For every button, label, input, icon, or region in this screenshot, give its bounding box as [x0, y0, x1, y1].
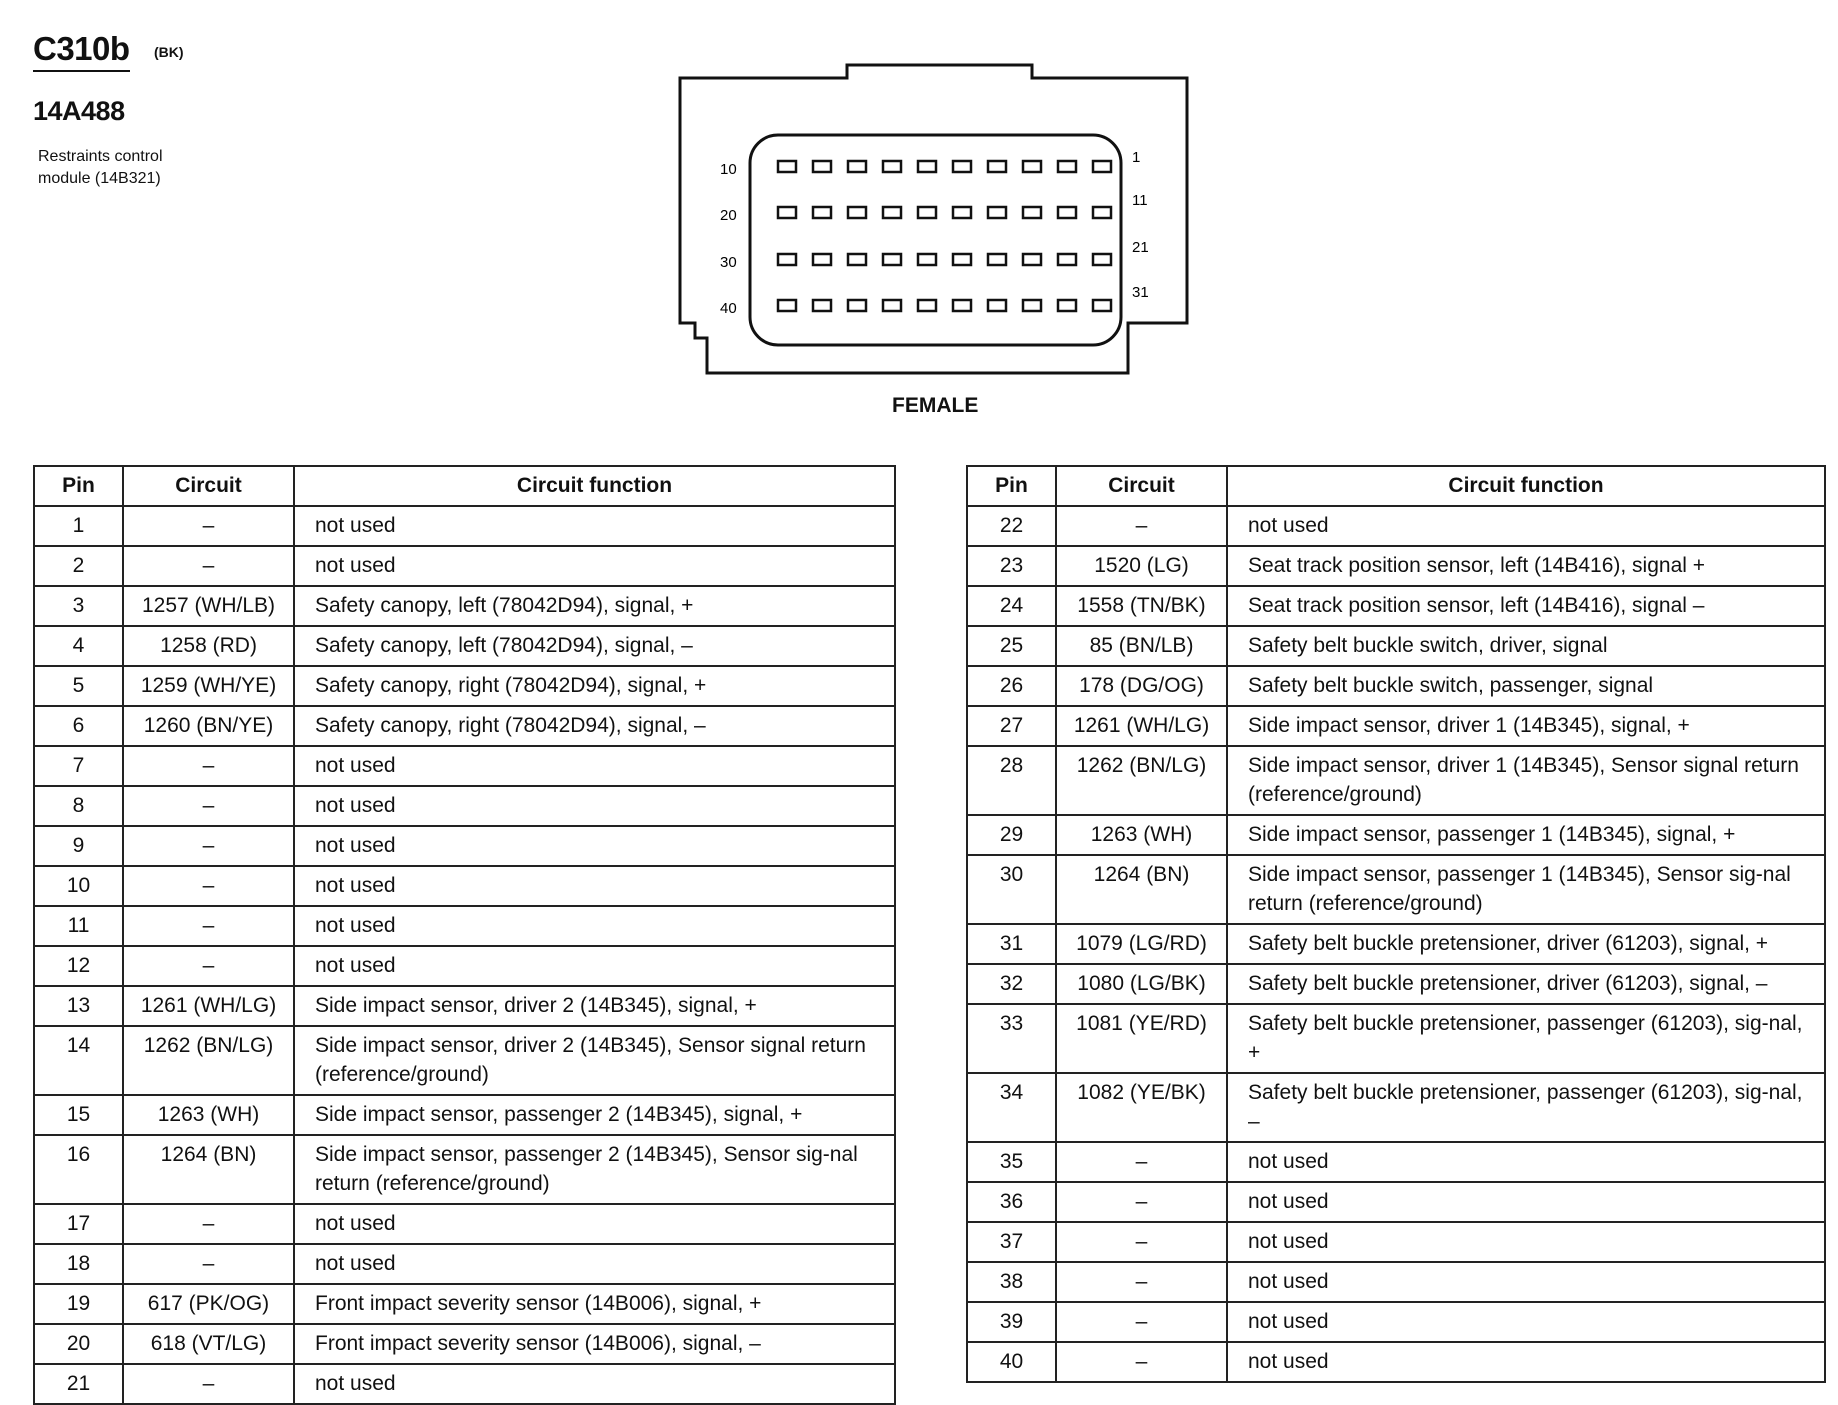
- table-row: [967, 1302, 1825, 1342]
- pin-terminal: [883, 254, 901, 265]
- cell-pin: 34: [967, 1073, 1056, 1142]
- table-row: [967, 1342, 1825, 1382]
- cell-function: not used: [294, 826, 895, 866]
- cell-pin: 27: [967, 706, 1056, 746]
- cell-circuit: –: [1056, 1342, 1227, 1382]
- table-row: [967, 626, 1825, 666]
- pin-terminal: [1023, 300, 1041, 311]
- pin-label-1: 1: [1132, 149, 1141, 166]
- cell-function: Side impact sensor, passenger 2 (14B345), Sensor sig-nal return (reference/ground): [294, 1135, 895, 1204]
- table-row: [967, 746, 1825, 815]
- cell-pin: 26: [967, 666, 1056, 706]
- cell-function: not used: [294, 1364, 895, 1404]
- pin-grid: [778, 161, 1111, 311]
- cell-pin: 35: [967, 1142, 1056, 1182]
- cell-pin: 1: [34, 506, 123, 546]
- table-row: [967, 706, 1825, 746]
- connector-id: C310b: [33, 30, 130, 72]
- pin-terminal: [1093, 161, 1111, 172]
- header-circuit: Circuit: [123, 466, 294, 506]
- pin-terminal: [883, 207, 901, 218]
- table-row: [34, 866, 895, 906]
- table-row: [967, 1262, 1825, 1302]
- cell-pin: 17: [34, 1204, 123, 1244]
- cell-circuit: 1264 (BN): [1056, 855, 1227, 924]
- pin-table-left: [33, 465, 896, 1405]
- cell-pin: 20: [34, 1324, 123, 1364]
- pin-labels-left: [720, 161, 737, 317]
- cell-function: not used: [1227, 506, 1825, 546]
- pin-terminal: [883, 300, 901, 311]
- cell-pin: 19: [34, 1284, 123, 1324]
- cell-pin: 38: [967, 1262, 1056, 1302]
- cell-pin: 6: [34, 706, 123, 746]
- cell-function: Safety belt buckle pretensioner, passenger (61203), sig-nal, –: [1227, 1073, 1825, 1142]
- cell-circuit: 85 (BN/LB): [1056, 626, 1227, 666]
- cell-pin: 37: [967, 1222, 1056, 1262]
- cell-pin: 40: [967, 1342, 1056, 1382]
- cell-function: Safety belt buckle pretensioner, passenger (61203), sig-nal, +: [1227, 1004, 1825, 1073]
- cell-circuit: –: [123, 826, 294, 866]
- cell-function: Side impact sensor, driver 1 (14B345), Sensor signal return (reference/ground): [1227, 746, 1825, 815]
- cell-pin: 10: [34, 866, 123, 906]
- table-row: [34, 506, 895, 546]
- pin-terminal: [813, 161, 831, 172]
- table-row: [34, 1284, 895, 1324]
- table-row: [34, 546, 895, 586]
- cell-function: Safety belt buckle pretensioner, driver (61203), signal, –: [1227, 964, 1825, 1004]
- cell-pin: 13: [34, 986, 123, 1026]
- pin-terminal: [1023, 254, 1041, 265]
- cell-circuit: –: [123, 786, 294, 826]
- cell-circuit: –: [1056, 1262, 1227, 1302]
- table-row: [967, 1073, 1825, 1142]
- cell-circuit: –: [123, 1364, 294, 1404]
- cell-pin: 4: [34, 626, 123, 666]
- pin-labels-right: [1132, 149, 1149, 301]
- cell-function: Front impact severity sensor (14B006), signal, +: [294, 1284, 895, 1324]
- cell-function: not used: [1227, 1302, 1825, 1342]
- pin-terminal: [848, 300, 866, 311]
- cell-circuit: –: [1056, 1302, 1227, 1342]
- table-row: [34, 746, 895, 786]
- table-header-row: [34, 466, 895, 506]
- pin-terminal: [1058, 161, 1076, 172]
- table-row: [967, 964, 1825, 1004]
- pin-terminal: [1023, 207, 1041, 218]
- pin-terminal: [883, 161, 901, 172]
- cell-function: not used: [294, 746, 895, 786]
- cell-circuit: 1263 (WH): [1056, 815, 1227, 855]
- pin-terminal: [918, 300, 936, 311]
- cell-function: Side impact sensor, passenger 1 (14B345), signal, +: [1227, 815, 1825, 855]
- table-row: [34, 1324, 895, 1364]
- header-pin: Pin: [967, 466, 1056, 506]
- pin-label-30: 30: [720, 254, 737, 271]
- cell-pin: 24: [967, 586, 1056, 626]
- connector-face-diagram: [660, 60, 1200, 380]
- cell-pin: 9: [34, 826, 123, 866]
- part-number: 14A488: [33, 96, 125, 126]
- cell-function: Safety canopy, left (78042D94), signal, –: [294, 626, 895, 666]
- pin-terminal: [778, 161, 796, 172]
- cell-pin: 23: [967, 546, 1056, 586]
- table-row: [34, 906, 895, 946]
- cell-circuit: 1262 (BN/LG): [123, 1026, 294, 1095]
- pin-terminal: [1093, 254, 1111, 265]
- pin-terminal: [988, 254, 1006, 265]
- cell-function: not used: [294, 1244, 895, 1284]
- table-row: [967, 855, 1825, 924]
- pin-terminal: [848, 207, 866, 218]
- pin-label-31: 31: [1132, 284, 1149, 301]
- cell-pin: 39: [967, 1302, 1056, 1342]
- cell-circuit: 1263 (WH): [123, 1095, 294, 1135]
- table-row: [967, 815, 1825, 855]
- cell-pin: 11: [34, 906, 123, 946]
- cell-function: not used: [1227, 1182, 1825, 1222]
- cell-pin: 33: [967, 1004, 1056, 1073]
- table-row: [967, 586, 1825, 626]
- cell-pin: 25: [967, 626, 1056, 666]
- table-row: [34, 1244, 895, 1284]
- component-line-1: Restraints control: [38, 148, 163, 165]
- cell-circuit: –: [123, 866, 294, 906]
- cell-pin: 7: [34, 746, 123, 786]
- cell-circuit: –: [1056, 1182, 1227, 1222]
- table-row: [34, 626, 895, 666]
- table-row: [967, 1004, 1825, 1073]
- table-row: [34, 1095, 895, 1135]
- cell-pin: 5: [34, 666, 123, 706]
- table-row: [967, 924, 1825, 964]
- pin-terminal: [918, 161, 936, 172]
- cell-function: Seat track position sensor, left (14B416), signal –: [1227, 586, 1825, 626]
- cell-function: not used: [294, 946, 895, 986]
- cell-function: not used: [1227, 1342, 1825, 1382]
- header-circuit: Circuit: [1056, 466, 1227, 506]
- cell-circuit: 1080 (LG/BK): [1056, 964, 1227, 1004]
- pin-label-40: 40: [720, 300, 737, 317]
- cell-circuit: –: [1056, 1222, 1227, 1262]
- cell-function: Safety canopy, right (78042D94), signal, +: [294, 666, 895, 706]
- cell-pin: 15: [34, 1095, 123, 1135]
- connector-color: (BK): [154, 44, 184, 60]
- cell-pin: 14: [34, 1026, 123, 1095]
- header-circuit-function: Circuit function: [1227, 466, 1825, 506]
- cell-circuit: 1260 (BN/YE): [123, 706, 294, 746]
- cell-circuit: 1261 (WH/LG): [1056, 706, 1227, 746]
- cell-function: Safety belt buckle pretensioner, driver (61203), signal, +: [1227, 924, 1825, 964]
- pin-terminal: [953, 161, 971, 172]
- cell-function: not used: [1227, 1142, 1825, 1182]
- cell-pin: 18: [34, 1244, 123, 1284]
- cell-pin: 12: [34, 946, 123, 986]
- cell-function: not used: [294, 546, 895, 586]
- cell-function: Side impact sensor, driver 1 (14B345), signal, +: [1227, 706, 1825, 746]
- pin-terminal: [848, 161, 866, 172]
- table-row: [34, 986, 895, 1026]
- pin-terminal: [848, 254, 866, 265]
- cell-circuit: –: [123, 746, 294, 786]
- pin-label-20: 20: [720, 207, 737, 224]
- pin-terminal: [1058, 300, 1076, 311]
- table-row: [34, 666, 895, 706]
- cell-function: not used: [294, 786, 895, 826]
- table-row: [34, 1204, 895, 1244]
- table-row: [967, 506, 1825, 546]
- cell-circuit: 178 (DG/OG): [1056, 666, 1227, 706]
- cell-function: Safety canopy, right (78042D94), signal, –: [294, 706, 895, 746]
- header-circuit-function: Circuit function: [294, 466, 895, 506]
- cell-circuit: –: [123, 546, 294, 586]
- cell-function: Side impact sensor, passenger 1 (14B345), Sensor sig-nal return (reference/ground): [1227, 855, 1825, 924]
- cell-pin: 16: [34, 1135, 123, 1204]
- pin-terminal: [1058, 207, 1076, 218]
- cell-function: Side impact sensor, driver 2 (14B345), Sensor signal return (reference/ground): [294, 1026, 895, 1095]
- connector-gender: FEMALE: [892, 394, 979, 417]
- cell-pin: 8: [34, 786, 123, 826]
- header-pin: Pin: [34, 466, 123, 506]
- pin-terminal: [813, 254, 831, 265]
- cell-circuit: –: [123, 1244, 294, 1284]
- cell-function: Front impact severity sensor (14B006), signal, –: [294, 1324, 895, 1364]
- cell-circuit: 1262 (BN/LG): [1056, 746, 1227, 815]
- cell-pin: 32: [967, 964, 1056, 1004]
- pin-terminal: [953, 207, 971, 218]
- cell-function: not used: [294, 1204, 895, 1244]
- table-row: [34, 1364, 895, 1404]
- cell-circuit: –: [1056, 506, 1227, 546]
- cell-function: Side impact sensor, passenger 2 (14B345), signal, +: [294, 1095, 895, 1135]
- cell-function: not used: [294, 866, 895, 906]
- cell-circuit: –: [123, 946, 294, 986]
- cell-circuit: 1264 (BN): [123, 1135, 294, 1204]
- pin-terminal: [918, 254, 936, 265]
- table-row: [967, 666, 1825, 706]
- cell-pin: 3: [34, 586, 123, 626]
- pin-terminal: [813, 207, 831, 218]
- cell-pin: 2: [34, 546, 123, 586]
- pin-label-10: 10: [720, 161, 737, 178]
- table-row: [34, 826, 895, 866]
- pin-terminal: [918, 207, 936, 218]
- cell-pin: 28: [967, 746, 1056, 815]
- cell-function: Side impact sensor, driver 2 (14B345), signal, +: [294, 986, 895, 1026]
- table-header-row: [967, 466, 1825, 506]
- table-row: [34, 946, 895, 986]
- cell-circuit: –: [123, 906, 294, 946]
- cell-pin: 22: [967, 506, 1056, 546]
- table-row: [967, 1222, 1825, 1262]
- cell-circuit: 617 (PK/OG): [123, 1284, 294, 1324]
- table-row: [34, 1135, 895, 1204]
- cell-function: Safety belt buckle switch, driver, signal: [1227, 626, 1825, 666]
- table-row: [967, 1142, 1825, 1182]
- cell-circuit: 618 (VT/LG): [123, 1324, 294, 1364]
- table-row: [34, 586, 895, 626]
- pin-terminal: [988, 161, 1006, 172]
- cell-pin: 30: [967, 855, 1056, 924]
- table-row: [34, 706, 895, 746]
- cell-circuit: 1520 (LG): [1056, 546, 1227, 586]
- cell-circuit: 1079 (LG/RD): [1056, 924, 1227, 964]
- cell-circuit: –: [123, 1204, 294, 1244]
- cell-function: Seat track position sensor, left (14B416), signal +: [1227, 546, 1825, 586]
- cell-function: Safety canopy, left (78042D94), signal, +: [294, 586, 895, 626]
- table-row: [967, 546, 1825, 586]
- pin-terminal: [1058, 254, 1076, 265]
- cell-function: not used: [294, 506, 895, 546]
- pin-terminal: [778, 207, 796, 218]
- component-line-2: module (14B321): [38, 170, 161, 187]
- pin-table-right: [966, 465, 1826, 1383]
- cell-circuit: 1258 (RD): [123, 626, 294, 666]
- pin-terminal: [953, 300, 971, 311]
- cell-pin: 36: [967, 1182, 1056, 1222]
- cell-circuit: 1558 (TN/BK): [1056, 586, 1227, 626]
- component-description: [38, 146, 198, 190]
- pin-terminal: [988, 300, 1006, 311]
- pin-terminal: [813, 300, 831, 311]
- cell-function: not used: [294, 906, 895, 946]
- pin-terminal: [953, 254, 971, 265]
- cell-function: Safety belt buckle switch, passenger, signal: [1227, 666, 1825, 706]
- cell-circuit: –: [1056, 1142, 1227, 1182]
- pin-terminal: [1093, 300, 1111, 311]
- table-row: [34, 1026, 895, 1095]
- table-row: [34, 786, 895, 826]
- pin-label-21: 21: [1132, 239, 1149, 256]
- cell-function: not used: [1227, 1222, 1825, 1262]
- pin-label-11: 11: [1132, 192, 1148, 209]
- cell-circuit: –: [123, 506, 294, 546]
- cell-circuit: 1257 (WH/LB): [123, 586, 294, 626]
- pin-terminal: [1023, 161, 1041, 172]
- table-row: [967, 1182, 1825, 1222]
- pin-terminal: [1093, 207, 1111, 218]
- pin-terminal: [778, 300, 796, 311]
- pin-terminal: [988, 207, 1006, 218]
- cell-circuit: 1261 (WH/LG): [123, 986, 294, 1026]
- pin-terminal: [778, 254, 796, 265]
- cell-pin: 29: [967, 815, 1056, 855]
- cell-circuit: 1081 (YE/RD): [1056, 1004, 1227, 1073]
- cell-circuit: 1259 (WH/YE): [123, 666, 294, 706]
- cell-pin: 21: [34, 1364, 123, 1404]
- cell-pin: 31: [967, 924, 1056, 964]
- cell-circuit: 1082 (YE/BK): [1056, 1073, 1227, 1142]
- cell-function: not used: [1227, 1262, 1825, 1302]
